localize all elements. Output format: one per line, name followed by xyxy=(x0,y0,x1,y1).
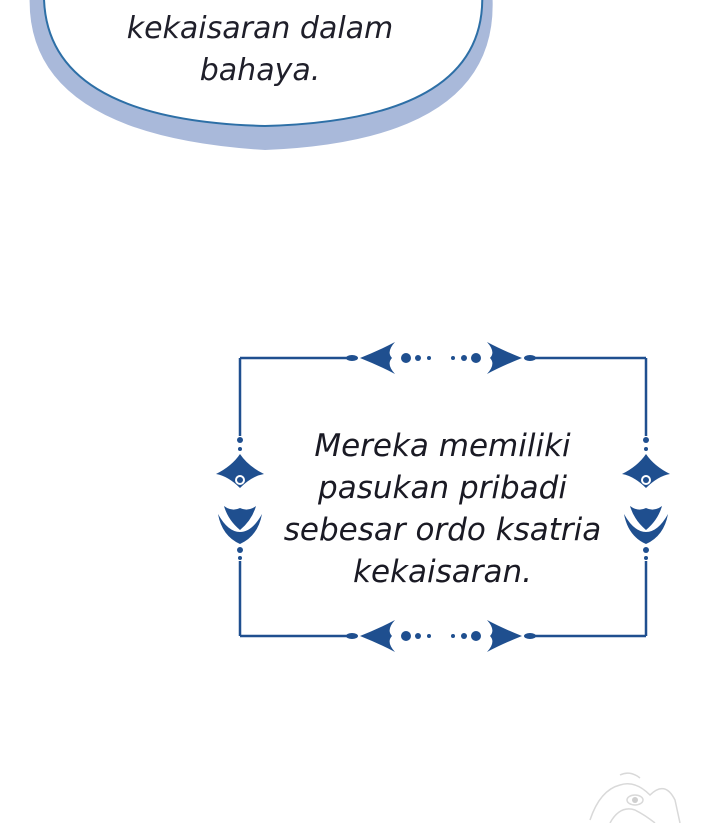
speech-bubble-line-2: bahaya. xyxy=(199,53,321,88)
narration-line-3: sebesar ordo ksatria xyxy=(283,512,602,548)
faint-sketch-art xyxy=(580,770,690,823)
narration-line-2: pasukan pribadi xyxy=(318,470,567,506)
narration-line-4: kekaisaran. xyxy=(353,554,532,590)
speech-bubble-line-1: kekaisaran dalam xyxy=(126,11,394,46)
narration-text xyxy=(245,425,640,593)
speech-bubble xyxy=(0,0,720,170)
bottom-ornament-icon xyxy=(346,620,536,652)
narration-line-1: Mereka memiliki xyxy=(314,428,571,464)
top-ornament-icon xyxy=(346,342,536,374)
